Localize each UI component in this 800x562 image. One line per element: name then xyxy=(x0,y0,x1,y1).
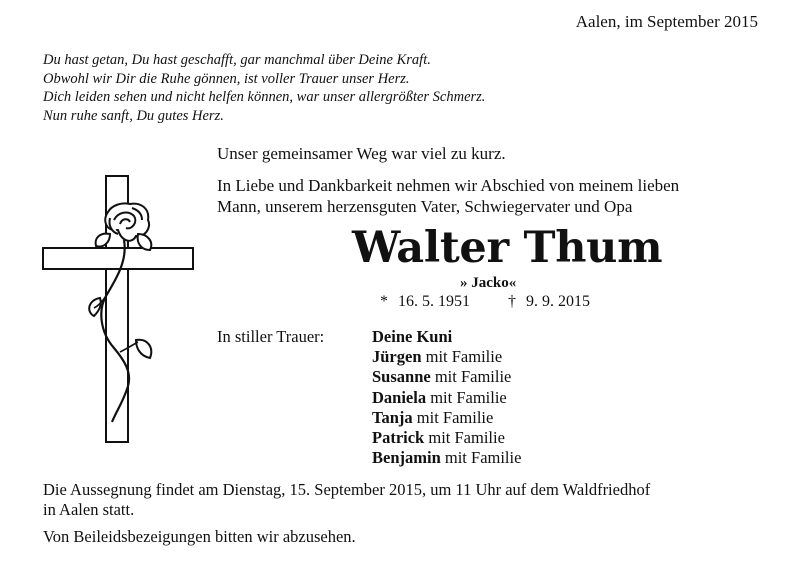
funeral-info-line: Die Aussegnung findet am Dienstag, 15. September 2015, um 11 Uhr auf dem Waldfriedhof xyxy=(43,480,651,499)
mourner-suffix: mit Familie xyxy=(412,407,494,427)
mourner-suffix: mit Familie xyxy=(424,428,505,448)
mourner-name: Patrick xyxy=(372,428,425,448)
poem-line: Du hast getan, Du hast geschafft, gar manchmal über Deine Kraft. xyxy=(43,52,431,68)
mourner-item xyxy=(372,428,521,448)
intro-line xyxy=(217,175,679,217)
intro-line-a: In Liebe und Dankbarkeit nehmen wir Abschied von meinem lieben xyxy=(217,176,680,195)
poem xyxy=(43,51,485,125)
mourning-label: In stiller Trauer: xyxy=(217,327,325,346)
mourner-name: Deine Kuni xyxy=(372,327,453,346)
mourner-name: Susanne xyxy=(372,367,431,387)
condolence-note: Von Beileidsbezeigungen bitten wir abzusehen. xyxy=(43,527,356,546)
intro-line: Unser gemeinsamer Weg war viel zu kurz. xyxy=(217,144,506,163)
place-date: Aalen, im September 2015 xyxy=(575,12,758,31)
mourner-item xyxy=(372,367,521,387)
mourner-suffix: mit Familie xyxy=(440,448,522,468)
mourners-list xyxy=(372,327,521,468)
mourner-name: Jürgen xyxy=(372,347,422,367)
life-dates xyxy=(380,293,596,311)
mourner-name: Benjamin xyxy=(372,448,441,468)
mourner-item xyxy=(372,388,521,408)
mourner-name: Tanja xyxy=(372,407,413,427)
poem-line: Dich leiden sehen und nicht helfen können, war unser allergrößter Schmerz. xyxy=(43,89,486,105)
death-symbol: † xyxy=(508,293,516,310)
mourner-item xyxy=(372,408,521,428)
intro-line-b: Mann, unserem herzensguten Vater, Schwiegervater und Opa xyxy=(217,197,633,216)
funeral-info-line: in Aalen statt. xyxy=(43,499,135,519)
mourner-name: Daniela xyxy=(372,387,427,407)
mourner-suffix: mit Familie xyxy=(426,387,507,407)
birth-date: 16. 5. 1951 xyxy=(398,293,470,310)
birth-symbol: * xyxy=(380,293,388,310)
mourner-item xyxy=(372,327,521,347)
deceased-name: Walter Thum xyxy=(352,223,663,273)
footer-text xyxy=(43,480,650,547)
poem-line: Obwohl wir Dir die Ruhe gönnen, ist voller Trauer unser Herz. xyxy=(43,70,410,87)
mourner-item xyxy=(372,448,521,468)
mourner-item xyxy=(372,347,521,367)
deceased-nickname: » Jacko« xyxy=(460,275,517,291)
cross-with-rose-icon xyxy=(40,172,200,447)
death-date: 9. 9. 2015 xyxy=(526,293,590,310)
intro-text xyxy=(217,143,679,217)
poem-line: Nun ruhe sanft, Du gutes Herz. xyxy=(43,107,224,124)
mourner-suffix: mit Familie xyxy=(421,347,503,367)
mourner-suffix: mit Familie xyxy=(430,367,512,387)
